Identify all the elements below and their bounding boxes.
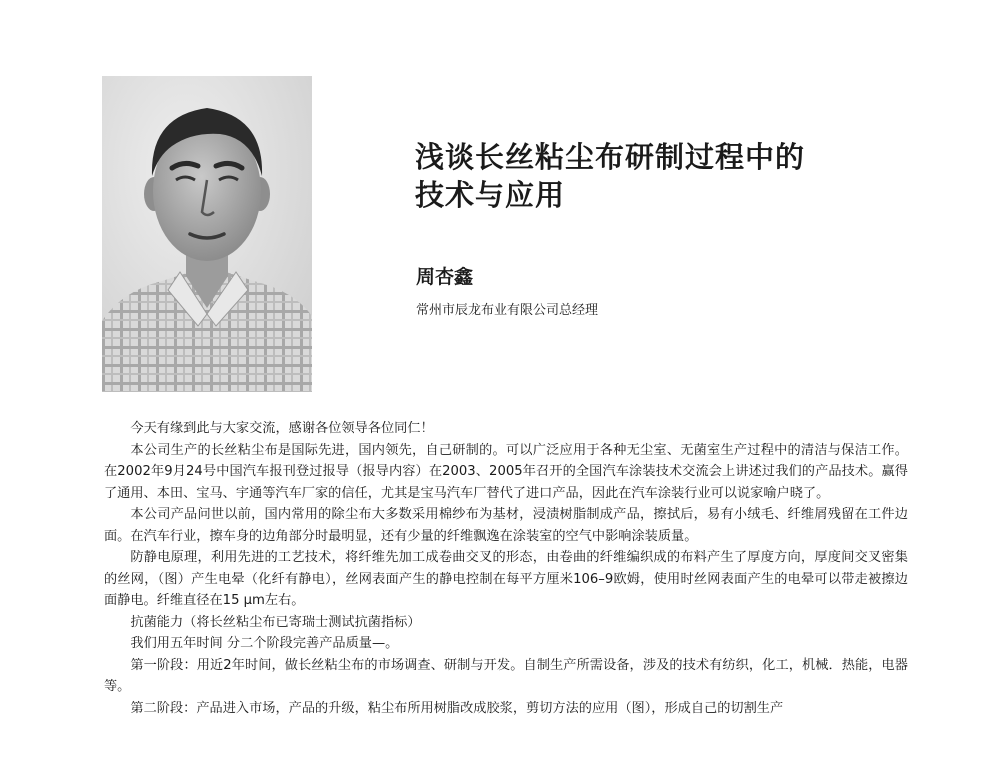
paragraph: 我们用五年时间 分二个阶段完善产品质量—。: [130, 636, 399, 651]
article-body: [104, 418, 908, 719]
paragraph: 第一阶段：用近2年时间，做长丝粘尘布的市场调查、研制与开发。自制生产所需设备，涉及的技术有纺织，化工，机械．热能，电器等。: [104, 657, 908, 694]
paragraph: 第二阶段：产品进入市场，产品的升级，粘尘布所用树脂改成胶浆，剪切方法的应用（图），形成自己的切割生产: [130, 700, 784, 716]
paragraph: 本公司产品问世以前，国内常用的除尘布大多数采用棉纱布为基材，浸渍树脂制成产品，擦拭后，易有小绒毛、纤维屑残留在工件边面。在汽车行业，擦车身的边角部分时最明显，还有少量的纤维飘逸在涂装室的空气中影响涂装质量。: [104, 507, 908, 544]
author-photo: [102, 76, 312, 392]
author-name: 周杏鑫: [416, 266, 474, 288]
author-affiliation: 常州市辰龙布业有限公司总经理: [416, 303, 599, 318]
paragraph: 今天有缘到此与大家交流，感谢各位领导各位同仁！: [130, 421, 434, 436]
paragraph: 抗菌能力（将长丝粘尘布已寄瑞士测试抗菌指标）: [130, 614, 421, 630]
paragraph: 本公司生产的长丝粘尘布是国际先进，国内领先，自己研制的。可以广泛应用于各种无尘室、无菌室生产过程中的清洁与保洁工作。在2002年9月24号中国汽车报刊登过报导（报导内容）在2003、2005年召开的全国汽车涂装技术交流会上讲述过我们的产品技术。赢得了通用、本田、宝马、宇通等汽车厂家的信任，尤其是宝马汽车厂替代了进口产品，因此在汽车涂装行业可以说家喻户晓了。: [104, 442, 908, 501]
portrait-image: [102, 76, 312, 392]
article-title-line-2: 技术与应用: [415, 178, 566, 212]
paragraph: 防静电原理，利用先进的工艺技术，将纤维先加工成卷曲交叉的形态，由卷曲的纤维编织成的布料产生了厚度方向，厚度间交叉密集的丝网，（图）产生电晕（化纤有静电），丝网表面产生的静电控制在每平方厘米106–9欧姆，使用时丝网表面产生的电晕可以带走被擦边面静电。纤维直径在15 μm左右。: [104, 550, 908, 608]
article-title-line-1: 浅谈长丝粘尘布研制过程中的: [415, 140, 806, 174]
article-title: [415, 138, 805, 214]
